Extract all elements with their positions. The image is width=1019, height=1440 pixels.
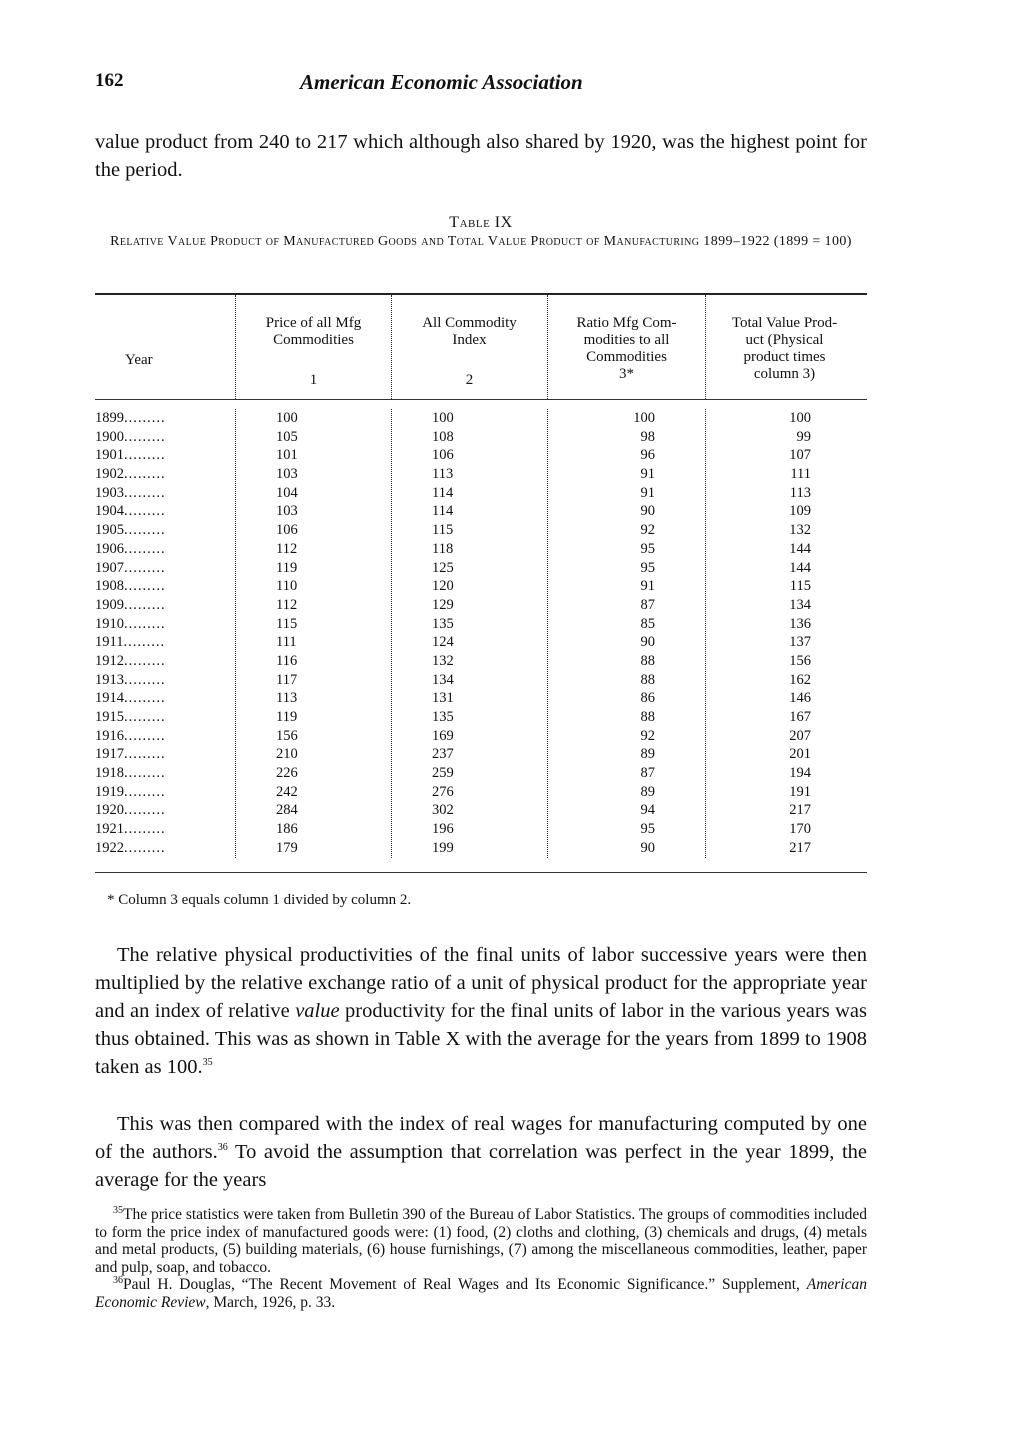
intro-paragraph: value product from 240 to 217 which although also shared by 1920, was the highest point for the period. bbox=[95, 131, 867, 181]
year-label: 1912 bbox=[95, 652, 124, 669]
table-cell: 210 bbox=[276, 746, 298, 763]
table-cell: 199 bbox=[432, 839, 454, 856]
table-cell: 118 bbox=[432, 540, 454, 557]
footnote-ref[interactable]: 36 bbox=[217, 1142, 228, 1154]
table-cell: 88 bbox=[640, 652, 655, 669]
table-cell: 162 bbox=[789, 671, 811, 688]
year-label: 1909 bbox=[95, 596, 124, 613]
table-cell: 88 bbox=[640, 671, 655, 688]
table-cell: 302 bbox=[432, 802, 454, 819]
table-cell: 196 bbox=[432, 821, 454, 838]
body-paragraph: The relative physical productivities of the final units of labor successive years were then multiplied by the relative exchange ratio of a unit of physical product for the appropriate year and an index of relative value productivity for the final units of labor in the various years was thus obtained. This was as shown in Table X with the average for the years from 1899 to 1908 taken as 100.35 bbox=[95, 944, 868, 1078]
leader-dots: ......... bbox=[124, 746, 166, 763]
table-cell: 110 bbox=[276, 578, 298, 595]
year-label: 1899 bbox=[95, 410, 124, 426]
column-year bbox=[95, 409, 235, 858]
year-label: 1903 bbox=[95, 484, 124, 501]
table-cell: 95 bbox=[640, 821, 655, 838]
leader-dots: ......... bbox=[124, 839, 166, 856]
table-cell: 92 bbox=[640, 522, 655, 539]
year-label: 1920 bbox=[95, 802, 124, 819]
table-cell: 99 bbox=[796, 428, 811, 445]
table-cell: 108 bbox=[432, 428, 454, 445]
header-year: Year bbox=[125, 352, 153, 368]
table-cell: 194 bbox=[789, 765, 811, 782]
table-cell bbox=[95, 465, 235, 484]
table-cell: 112 bbox=[276, 540, 298, 557]
leader-dots: ......... bbox=[124, 727, 166, 744]
table-cell bbox=[95, 596, 235, 615]
table-cell: 169 bbox=[432, 727, 454, 744]
table-header bbox=[95, 295, 867, 400]
table-cell: 115 bbox=[276, 615, 298, 632]
leader-dots: ......... bbox=[124, 578, 166, 595]
table-cell: 144 bbox=[789, 540, 811, 557]
year-label: 1908 bbox=[95, 578, 124, 595]
footnote: $^{35}$The price statistics were taken from Bulletin 390 of the Bureau of Labor Statistics. The groups of commodities included to form the price index of manufactured goods were: (1) food, (2) cloths and clothing, (3) chemicals and drugs, (4) metals and metal products, (5) building materials, (6) house furnishings, (7) among the miscellaneous commodities, leather, paper and pulp, soap, and tobacco. bbox=[95, 1204, 867, 1276]
citation-journal: American Economic Review bbox=[95, 1276, 867, 1311]
table-cell: 103 bbox=[276, 503, 298, 520]
table-cell: 136 bbox=[789, 615, 811, 632]
running-head bbox=[95, 70, 867, 100]
table-cell bbox=[95, 559, 235, 578]
table-cell: 237 bbox=[432, 746, 454, 763]
table-cell: 104 bbox=[276, 484, 298, 501]
table-cell: 132 bbox=[432, 652, 454, 669]
column-all-commodity bbox=[391, 409, 547, 858]
table-cell bbox=[95, 502, 235, 521]
table-cell: 259 bbox=[432, 765, 454, 782]
table-cell bbox=[95, 633, 235, 652]
table-cell: 101 bbox=[276, 447, 298, 464]
leader-dots: ......... bbox=[124, 671, 166, 688]
table-cell bbox=[95, 615, 235, 634]
table-cell: 92 bbox=[640, 727, 655, 744]
year-label: 1914 bbox=[95, 690, 124, 707]
table-cell bbox=[95, 801, 235, 820]
table-cell: 114 bbox=[432, 503, 454, 520]
table-cell: 124 bbox=[432, 634, 454, 651]
table-cell bbox=[95, 745, 235, 764]
table-cell: 217 bbox=[789, 839, 811, 856]
table-caption bbox=[95, 213, 867, 251]
leader-dots: ......... bbox=[124, 652, 166, 669]
year-label: 1901 bbox=[95, 447, 124, 464]
year-label: 1918 bbox=[95, 765, 124, 782]
table-cell: 91 bbox=[640, 578, 655, 595]
data-table bbox=[95, 293, 867, 873]
table-cell bbox=[95, 671, 235, 690]
table-cell: 88 bbox=[640, 709, 655, 725]
table-cell: 132 bbox=[789, 522, 811, 539]
table-cell bbox=[95, 820, 235, 839]
table-cell: 242 bbox=[276, 783, 298, 800]
table-cell: 284 bbox=[276, 802, 298, 819]
table-cell: 100 bbox=[432, 410, 454, 426]
table-cell bbox=[95, 727, 235, 746]
table-cell: 89 bbox=[640, 783, 655, 800]
table-cell: 100 bbox=[276, 410, 298, 426]
table-cell: 170 bbox=[789, 821, 811, 838]
header-price-mfg: Price of all Mfg Commodities 1 bbox=[235, 295, 391, 399]
table-cell: 91 bbox=[640, 466, 655, 483]
table-cell: 186 bbox=[276, 821, 298, 838]
table-cell: 90 bbox=[640, 634, 655, 651]
column-number: 1 bbox=[309, 372, 318, 388]
leader-dots: ......... bbox=[124, 596, 166, 613]
year-label: 1910 bbox=[95, 615, 124, 632]
column-number: 2 bbox=[465, 372, 474, 388]
leader-dots: ......... bbox=[124, 783, 166, 800]
leader-dots: ......... bbox=[124, 765, 166, 782]
table-cell: 119 bbox=[276, 559, 298, 576]
table-cell: 111 bbox=[276, 634, 297, 651]
year-label: 1905 bbox=[95, 522, 124, 539]
table-title: Relative Value Product of Manufactured Goods and Total Value Product of Manufacturing 1899–1922 (1899 = 100) bbox=[110, 234, 852, 249]
year-label: 1919 bbox=[95, 783, 124, 800]
table-cell: 156 bbox=[276, 727, 298, 744]
table-cell bbox=[95, 484, 235, 503]
footnotes bbox=[95, 1206, 867, 1311]
leader-dots: ......... bbox=[124, 559, 166, 576]
table-cell: 144 bbox=[789, 559, 811, 576]
table-cell bbox=[95, 428, 235, 447]
table-cell: 90 bbox=[640, 839, 655, 856]
table-cell: 85 bbox=[640, 615, 655, 632]
table-cell: 114 bbox=[432, 484, 454, 501]
leader-dots: ......... bbox=[123, 634, 166, 651]
table-cell: 96 bbox=[640, 447, 655, 464]
year-label: 1915 bbox=[95, 709, 124, 725]
footnote-ref[interactable]: 35 bbox=[202, 1057, 213, 1069]
table-cell: 115 bbox=[789, 578, 811, 595]
year-label: 1916 bbox=[95, 727, 124, 744]
table-cell: 120 bbox=[432, 578, 454, 595]
year-label: 1904 bbox=[95, 503, 124, 520]
table-cell: 156 bbox=[789, 652, 811, 669]
table-cell: 100 bbox=[633, 410, 655, 426]
year-label: 1913 bbox=[95, 671, 124, 688]
table-cell: 115 bbox=[432, 522, 454, 539]
header-all-commodity: All Commodity Index 2 bbox=[391, 295, 547, 399]
year-label: 1907 bbox=[95, 559, 124, 576]
leader-dots: ......... bbox=[124, 540, 166, 557]
table-cell: 167 bbox=[789, 709, 811, 725]
header-total-value: Total Value Prod- uct (Physical product times column 3) bbox=[705, 295, 863, 399]
leader-dots: ......... bbox=[124, 709, 166, 725]
year-label: 1911 bbox=[95, 634, 124, 651]
table-cell: 107 bbox=[789, 447, 811, 464]
table-cell: 106 bbox=[432, 447, 454, 464]
table-cell: 129 bbox=[432, 596, 454, 613]
year-label: 1906 bbox=[95, 540, 124, 557]
table-cell: 117 bbox=[276, 671, 298, 688]
leader-dots: ......... bbox=[124, 410, 166, 426]
leader-dots: ......... bbox=[124, 466, 166, 483]
table-cell: 113 bbox=[276, 690, 298, 707]
leader-dots: ......... bbox=[124, 615, 166, 632]
table-cell: 98 bbox=[640, 428, 655, 445]
table-cell: 95 bbox=[640, 559, 655, 576]
table-cell bbox=[95, 521, 235, 540]
table-cell: 135 bbox=[432, 615, 454, 632]
table-cell: 106 bbox=[276, 522, 298, 539]
table-cell bbox=[95, 652, 235, 671]
table-cell: 103 bbox=[276, 466, 298, 483]
leader-dots: ......... bbox=[124, 503, 166, 520]
table-cell: 217 bbox=[789, 802, 811, 819]
table-cell: 134 bbox=[789, 596, 811, 613]
table-cell: 111 bbox=[790, 466, 811, 483]
footnote: $^{36}$Paul H. Douglas, “The Recent Movement of Real Wages and Its Economic Significance.” Supplement, American Economic Review, March, 1926, p. 33. bbox=[95, 1274, 867, 1311]
table-cell: 201 bbox=[789, 746, 811, 763]
table-cell: 179 bbox=[276, 839, 298, 856]
table-body bbox=[95, 400, 867, 873]
emphasis: value bbox=[295, 1000, 340, 1022]
journal-title: American Economic Association bbox=[300, 70, 583, 94]
table-cell: 113 bbox=[789, 484, 811, 501]
column-number: 3* bbox=[619, 366, 634, 382]
year-label: 1917 bbox=[95, 746, 124, 763]
page-number: 162 bbox=[95, 70, 124, 91]
table-cell: 87 bbox=[640, 765, 655, 782]
table-cell bbox=[95, 708, 235, 727]
table-cell: 276 bbox=[432, 783, 454, 800]
column-price-mfg bbox=[235, 409, 391, 858]
table-cell: 116 bbox=[276, 652, 298, 669]
table-cell: 90 bbox=[640, 503, 655, 520]
leader-dots: ......... bbox=[124, 522, 166, 539]
table-cell: 91 bbox=[640, 484, 655, 501]
table-cell: 112 bbox=[276, 596, 298, 613]
column-ratio bbox=[547, 409, 705, 858]
table-cell bbox=[95, 783, 235, 802]
year-label: 1921 bbox=[95, 821, 124, 838]
table-cell: 94 bbox=[640, 802, 655, 819]
table-label: Table IX bbox=[449, 214, 513, 231]
table-cell: 226 bbox=[276, 765, 298, 782]
table-cell bbox=[95, 689, 235, 708]
table-cell: 125 bbox=[432, 559, 454, 576]
table-cell: 191 bbox=[789, 783, 811, 800]
table-cell: 87 bbox=[640, 596, 655, 613]
table-cell: 109 bbox=[789, 503, 811, 520]
table-cell: 131 bbox=[432, 690, 454, 707]
body-paragraph: This was then compared with the index of real wages for manufacturing computed by one of the authors.$^{36}$ To avoid the assumption that correlation was perfect in the year 1899, the average for the years bbox=[95, 1113, 867, 1191]
table-cell: 105 bbox=[276, 428, 298, 445]
table-cell bbox=[95, 540, 235, 559]
table-cell: 207 bbox=[789, 727, 811, 744]
leader-dots: ......... bbox=[124, 428, 166, 445]
table-footnote: * Column 3 equals column 1 divided by column 2. bbox=[107, 892, 412, 908]
table-cell bbox=[95, 839, 235, 858]
column-total-value bbox=[705, 409, 863, 858]
table-cell: 119 bbox=[276, 709, 298, 725]
table-cell: 113 bbox=[432, 466, 454, 483]
table-cell bbox=[95, 577, 235, 596]
table-cell: 146 bbox=[789, 690, 811, 707]
table-cell bbox=[95, 446, 235, 465]
year-label: 1902 bbox=[95, 466, 124, 483]
table-cell: 137 bbox=[789, 634, 811, 651]
year-label: 1900 bbox=[95, 428, 124, 445]
leader-dots: ......... bbox=[124, 802, 166, 819]
year-label: 1922 bbox=[95, 839, 124, 856]
table-cell bbox=[95, 409, 235, 428]
table-cell: 95 bbox=[640, 540, 655, 557]
table-cell: 89 bbox=[640, 746, 655, 763]
table-cell: 135 bbox=[432, 709, 454, 725]
leader-dots: ......... bbox=[124, 690, 166, 707]
header-ratio: Ratio Mfg Com- modities to all Commodities 3* bbox=[547, 295, 705, 399]
table-cell bbox=[95, 764, 235, 783]
leader-dots: ......... bbox=[124, 821, 166, 838]
table-cell: 100 bbox=[789, 410, 811, 426]
table-cell: 134 bbox=[432, 671, 454, 688]
leader-dots: ......... bbox=[124, 447, 166, 464]
table-cell: 86 bbox=[640, 690, 655, 707]
leader-dots: ......... bbox=[124, 484, 166, 501]
